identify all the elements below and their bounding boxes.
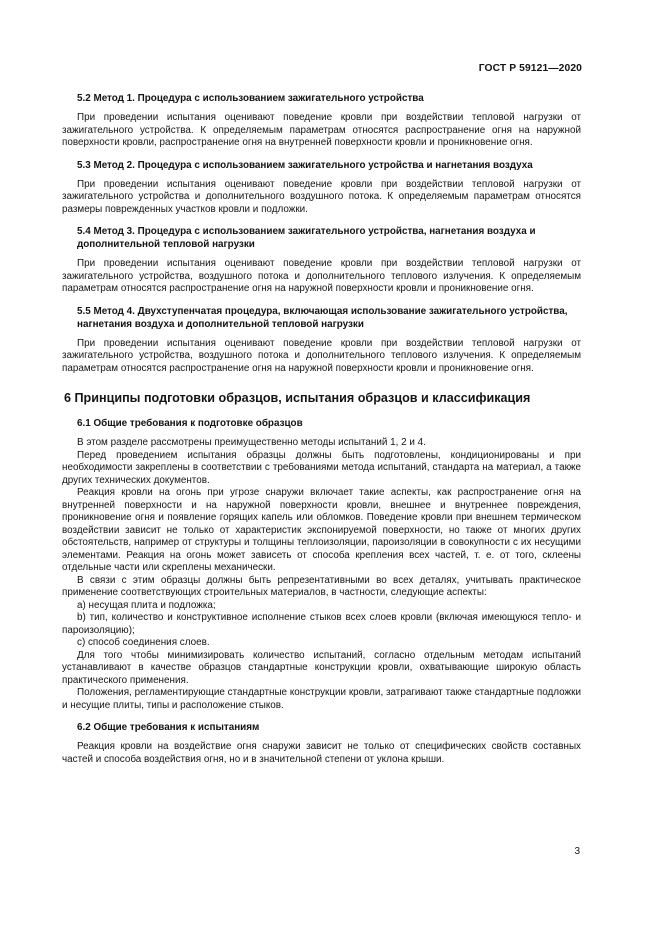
document-id: ГОСТ Р 59121—2020 [478,63,582,74]
list-item-a: а) несущая плита и подложка; [77,599,216,611]
section-5-3-title: 5.3 Метод 2. Процедура с использованием зажигательного устройства и нагнетания воздуха [77,159,533,171]
section-6-1-para: В этом разделе рассмотрены преимущественно методы испытаний 1, 2 и 4. [77,437,426,448]
section-5-2-title: 5.2 Метод 1. Процедура с использованием зажигательного устройства [77,93,424,104]
section-5-2-text: При проведении испытания оценивают поведение кровли при воздействии тепловой нагрузки от зажигательного устройства. К определяемым параметрам относятся распространение огня на наружной поверхности кровли, распространение огня на внутренней поверхности кровли и проникновение огня. [62,112,581,148]
section-6-2-title: 6.2 Общие требования к испытаниям [77,722,260,733]
list-item-b: b) тип, количество и конструктивное исполнение стыков всех слоев кровли (включая имеющуюся тепло- и пароизоляцию); [62,612,581,636]
section-6-1-para: Для того чтобы минимизировать количество испытаний, согласно отдельным методам испытаний устанавливают в качестве образцов стандартные конструкции кровли, охватывающие широкую область практического применения. [62,649,581,686]
section-6-title: 6 Принципы подготовки образцов, испытания образцов и классификация [64,391,531,405]
list-item-c: с) способ соединения слоев. [77,637,210,648]
section-5-5-text: При проведении испытания оценивают поведение кровли при воздействии тепловой нагрузки от зажигательного устройства, воздушного потока и дополнительного теплового излучения. К определяемым параметрам относятся распространение огня на наружной поверхности кровли и проникновение огня. [62,337,581,374]
section-6-1-title: 6.1 Общие требования к подготовке образцов [77,418,303,429]
page-content [62,92,581,766]
section-5-4-text: При проведении испытания оценивают поведение кровли при воздействии тепловой нагрузки от зажигательного устройства, воздушного потока и дополнительного теплового излучения. К определяемым параметрам относятся распространение огня на наружной поверхности кровли и проникновение огня. [62,258,581,294]
section-6-1-para: Перед проведением испытания образцы должны быть подготовлены, кондиционированы и при необходимости закреплены в соответствии с требованиями метода испытаний, стандарта на материал, а также других технических документов. [62,449,581,486]
section-6-1-para: Положения, регламентирующие стандартные конструкции кровли, затрагивают также стандартные подложки и несущие плиты, типы и расположение стыков. [62,687,581,711]
section-5-5-title: 5.5 Метод 4. Двухступенчатая процедура, включающая использование зажигательного устройства, нагнетания воздуха и дополнительной тепловой нагрузки [77,305,568,330]
section-6-1-para: В связи с этим образцы должны быть репрезентативными во всех деталях, учитывать практическое применение соответствующих строительных материалов, в частности, следующие аспекты: [62,574,581,598]
section-5-3-text: При проведении испытания оценивают поведение кровли при воздействии тепловой нагрузки от зажигательного устройства и дополнительного воздушного потока. К определяемым параметрам относятся размеры поврежденных участков кровли и подложки. [62,178,581,215]
section-5-4-title: 5.4 Метод 3. Процедура с использованием зажигательного устройства, нагнетания воздуха и дополнительной тепловой нагрузки [77,226,536,250]
page-number: 3 [574,846,580,857]
section-6-2-text: Реакция кровли на воздействие огня снаружи зависит не только от специфических свойств составных частей и способа воздействия огня, но и в значительной степени от уклона крыши. [62,741,581,765]
section-6-1-para: Реакция кровли на огонь при угрозе снаружи включает такие аспекты, как распространение огня на внутренней поверхности и на наружной поверхности кровли, внешнее и внутреннее повреждения, проникновение огня и появление горящих капель или обломков. Поведение кровли при внешнем термическом воздействии зависит не только от характеристик экспонируемой поверхности, но также от многих других обстоятельств, например от структуры и толщины теплоизоляции, пароизоляции в совокупности с их несущими элементами. Реакция на огонь может зависеть от способа крепления всех частей, т. е. от того, склеены отдельные части или скреплены механически. [62,487,581,573]
